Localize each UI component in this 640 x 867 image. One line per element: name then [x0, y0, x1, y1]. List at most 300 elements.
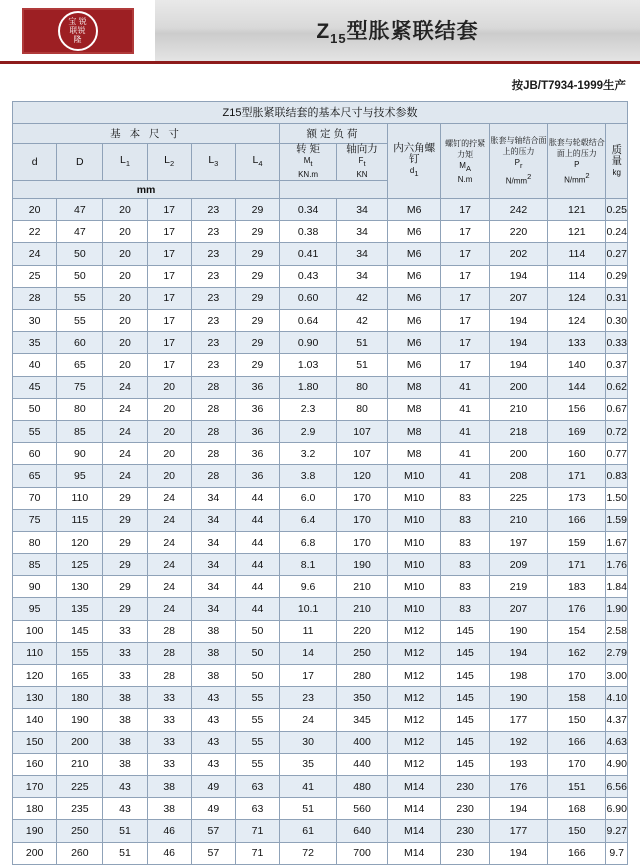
cell-Mt: 0.90 [280, 332, 337, 354]
table-caption: Z15型胀紧联结套的基本尺寸与技术参数 [13, 102, 628, 124]
cell-kg: 0.37 [606, 354, 628, 376]
cell-Pr: 177 [489, 709, 547, 731]
cell-L1: 29 [103, 531, 147, 553]
cell-Pr: 207 [489, 287, 547, 309]
cell-L2: 17 [147, 354, 191, 376]
cell-L4: 36 [235, 420, 279, 442]
cell-L4: 63 [235, 775, 279, 797]
cell-Pr2: 114 [548, 265, 606, 287]
cell-d1: M10 [388, 598, 441, 620]
cell-d: 30 [13, 310, 57, 332]
col-header-L2 [147, 144, 191, 181]
axial-symbol: F [358, 156, 364, 165]
cell-D: 225 [57, 775, 103, 797]
cell-Pr: 200 [489, 376, 547, 398]
cell-d1: M6 [388, 310, 441, 332]
cell-Pr2: 183 [548, 576, 606, 598]
spec-table [12, 101, 628, 865]
cell-L4: 44 [235, 531, 279, 553]
cell-D: 165 [57, 665, 103, 687]
table-row [13, 842, 628, 864]
cell-L4: 55 [235, 687, 279, 709]
cell-L4: 50 [235, 665, 279, 687]
cell-d: 120 [13, 665, 57, 687]
cell-Pr: 209 [489, 554, 547, 576]
page-title [316, 15, 478, 46]
cell-L2: 17 [147, 287, 191, 309]
cell-Pr: 194 [489, 842, 547, 864]
cell-L3: 49 [191, 775, 235, 797]
cell-d: 140 [13, 709, 57, 731]
cell-D: 120 [57, 531, 103, 553]
group-hex-screw-label: 内六角螺钉 [393, 142, 436, 165]
torque-subscript: t [310, 159, 313, 169]
table-row [13, 531, 628, 553]
table-row [13, 465, 628, 487]
cell-Pr: 176 [489, 775, 547, 797]
cell-d1: M6 [388, 287, 441, 309]
cell-Pr2: 159 [548, 531, 606, 553]
table-caption-row [13, 102, 628, 124]
L1-symbol: L [119, 154, 126, 166]
cell-Mt: 72 [280, 842, 337, 864]
cell-L3: 23 [191, 332, 235, 354]
cell-MA: 230 [441, 842, 490, 864]
table-row [13, 310, 628, 332]
table-row [13, 775, 628, 797]
cell-L1: 20 [103, 354, 147, 376]
cell-L3: 23 [191, 354, 235, 376]
cell-L4: 29 [235, 287, 279, 309]
cell-L4: 71 [235, 842, 279, 864]
cell-kg: 6.90 [606, 798, 628, 820]
cell-L2: 17 [147, 310, 191, 332]
cell-kg: 9.27 [606, 820, 628, 842]
cell-L4: 29 [235, 332, 279, 354]
cell-Pr: 219 [489, 576, 547, 598]
cell-Pr: 194 [489, 642, 547, 664]
table-row [13, 509, 628, 531]
axial-subscript: t [363, 159, 366, 169]
cell-d: 200 [13, 842, 57, 864]
cell-Mt: 0.41 [280, 243, 337, 265]
cell-L3: 23 [191, 199, 235, 221]
pn-symbol: P [574, 159, 580, 169]
cell-L2: 20 [147, 420, 191, 442]
cell-d1: M10 [388, 576, 441, 598]
cell-Ft: 210 [337, 598, 388, 620]
table-row [13, 753, 628, 775]
cell-d: 40 [13, 354, 57, 376]
L3-subscript: 3 [214, 159, 219, 169]
cell-L4: 29 [235, 221, 279, 243]
cell-L1: 20 [103, 199, 147, 221]
cell-L2: 38 [147, 798, 191, 820]
cell-Pr2: 173 [548, 487, 606, 509]
cell-L1: 29 [103, 598, 147, 620]
cell-L4: 55 [235, 731, 279, 753]
group-pressure-hub-label: 胀套与轮毂结合面上的压力 [548, 137, 605, 158]
cell-Ft: 107 [337, 443, 388, 465]
cell-MA: 83 [441, 487, 490, 509]
cell-d: 190 [13, 820, 57, 842]
cell-Pr: 198 [489, 665, 547, 687]
cell-L4: 55 [235, 709, 279, 731]
cell-Mt: 1.80 [280, 376, 337, 398]
cell-D: 47 [57, 199, 103, 221]
group-basic-size: 基 本 尺 寸 [13, 124, 280, 144]
cell-Ft: 107 [337, 420, 388, 442]
cell-L1: 24 [103, 443, 147, 465]
cell-L2: 20 [147, 443, 191, 465]
cell-Mt: 35 [280, 753, 337, 775]
cell-Pr2: 169 [548, 420, 606, 442]
cell-d1: M8 [388, 420, 441, 442]
cell-Mt: 0.38 [280, 221, 337, 243]
cell-L4: 44 [235, 487, 279, 509]
cell-Mt: 51 [280, 798, 337, 820]
table-head [13, 102, 628, 199]
title-sub: 15 [330, 31, 347, 47]
cell-D: 110 [57, 487, 103, 509]
cell-Ft: 80 [337, 376, 388, 398]
cell-Pr2: 170 [548, 665, 606, 687]
cell-D: 260 [57, 842, 103, 864]
cell-Mt: 6.8 [280, 531, 337, 553]
cell-Ft: 480 [337, 775, 388, 797]
cell-L1: 20 [103, 221, 147, 243]
cell-d: 100 [13, 620, 57, 642]
table-row [13, 576, 628, 598]
table-row [13, 199, 628, 221]
cell-kg: 3.00 [606, 665, 628, 687]
cell-Pr: 194 [489, 310, 547, 332]
cell-Ft: 42 [337, 287, 388, 309]
cell-MA: 17 [441, 354, 490, 376]
cell-L3: 28 [191, 420, 235, 442]
cell-L4: 44 [235, 509, 279, 531]
cell-Pr2: 168 [548, 798, 606, 820]
cell-Pr: 207 [489, 598, 547, 620]
cell-L4: 29 [235, 265, 279, 287]
cell-Mt: 41 [280, 775, 337, 797]
cell-L4: 29 [235, 310, 279, 332]
axial-unit: KN [356, 170, 368, 180]
cell-MA: 41 [441, 376, 490, 398]
screw-d1-symbol: d [409, 166, 415, 175]
cell-kg: 1.59 [606, 509, 628, 531]
cell-L1: 20 [103, 243, 147, 265]
cell-MA: 83 [441, 576, 490, 598]
cell-L1: 38 [103, 753, 147, 775]
unit-mm: mm [13, 181, 280, 199]
cell-Pr2: 114 [548, 243, 606, 265]
cell-kg: 4.63 [606, 731, 628, 753]
cell-L1: 38 [103, 709, 147, 731]
table-row [13, 376, 628, 398]
table-row [13, 243, 628, 265]
cell-kg: 1.84 [606, 576, 628, 598]
cell-d: 65 [13, 465, 57, 487]
cell-d1: M12 [388, 709, 441, 731]
cell-Ft: 280 [337, 665, 388, 687]
cell-Mt: 6.0 [280, 487, 337, 509]
table-row [13, 420, 628, 442]
cell-Pr2: 166 [548, 509, 606, 531]
cell-Pr2: 133 [548, 332, 606, 354]
group-rated-load: 额定负荷 [280, 124, 388, 144]
cell-Mt: 0.64 [280, 310, 337, 332]
cell-Pr: 218 [489, 420, 547, 442]
cell-L1: 29 [103, 487, 147, 509]
cell-d1: M6 [388, 199, 441, 221]
cell-Pr2: 166 [548, 731, 606, 753]
cell-L3: 38 [191, 642, 235, 664]
cell-L2: 28 [147, 665, 191, 687]
cell-Ft: 80 [337, 398, 388, 420]
cell-Mt: 0.60 [280, 287, 337, 309]
cell-kg: 0.33 [606, 332, 628, 354]
group-header-row [13, 124, 628, 144]
cell-L1: 20 [103, 265, 147, 287]
cell-L3: 57 [191, 820, 235, 842]
cell-d: 170 [13, 775, 57, 797]
cell-D: 60 [57, 332, 103, 354]
cell-D: 180 [57, 687, 103, 709]
cell-L2: 17 [147, 332, 191, 354]
cell-d1: M6 [388, 265, 441, 287]
cell-d: 150 [13, 731, 57, 753]
cell-D: 130 [57, 576, 103, 598]
cell-L1: 24 [103, 420, 147, 442]
cell-d1: M12 [388, 731, 441, 753]
cell-Ft: 170 [337, 487, 388, 509]
table-row [13, 687, 628, 709]
cell-kg: 1.90 [606, 598, 628, 620]
cell-kg: 6.56 [606, 775, 628, 797]
logo-text: 宝 锐联锐 隆 [68, 17, 87, 44]
cell-MA: 145 [441, 731, 490, 753]
axial-name: 轴向力 [346, 143, 378, 155]
cell-Mt: 8.1 [280, 554, 337, 576]
cell-d1: M14 [388, 842, 441, 864]
cell-L3: 38 [191, 665, 235, 687]
group-screw-torque [441, 124, 490, 199]
ma-symbol: M [459, 160, 466, 170]
cell-L2: 28 [147, 642, 191, 664]
cell-L1: 29 [103, 576, 147, 598]
cell-MA: 83 [441, 554, 490, 576]
cell-L1: 24 [103, 376, 147, 398]
cell-D: 75 [57, 376, 103, 398]
cell-d: 180 [13, 798, 57, 820]
cell-D: 65 [57, 354, 103, 376]
cell-Pr: 220 [489, 221, 547, 243]
cell-d1: M6 [388, 354, 441, 376]
cell-kg: 9.7 [606, 842, 628, 864]
cell-Ft: 51 [337, 332, 388, 354]
cell-L2: 20 [147, 376, 191, 398]
cell-L4: 44 [235, 598, 279, 620]
cell-L3: 34 [191, 554, 235, 576]
cell-L4: 29 [235, 199, 279, 221]
cell-L3: 23 [191, 287, 235, 309]
cell-Ft: 440 [337, 753, 388, 775]
cell-D: 50 [57, 243, 103, 265]
pr-symbol: P [514, 158, 520, 168]
cell-d: 80 [13, 531, 57, 553]
cell-L1: 24 [103, 465, 147, 487]
cell-L3: 23 [191, 310, 235, 332]
table-row [13, 665, 628, 687]
cell-D: 135 [57, 598, 103, 620]
cell-L2: 46 [147, 842, 191, 864]
cell-kg: 4.37 [606, 709, 628, 731]
cell-d1: M12 [388, 753, 441, 775]
cell-L3: 23 [191, 221, 235, 243]
cell-Mt: 24 [280, 709, 337, 731]
cell-Pr2: 121 [548, 199, 606, 221]
cell-D: 200 [57, 731, 103, 753]
cell-Mt: 2.9 [280, 420, 337, 442]
cell-Mt: 23 [280, 687, 337, 709]
cell-L3: 34 [191, 598, 235, 620]
cell-d: 45 [13, 376, 57, 398]
group-pressure-shaft-label: 胀套与轴结合面上的压力 [490, 136, 547, 157]
cell-kg: 0.25 [606, 199, 628, 221]
cell-d1: M8 [388, 398, 441, 420]
cell-MA: 145 [441, 620, 490, 642]
col-header-L3 [191, 144, 235, 181]
table-row [13, 332, 628, 354]
cell-Mt: 14 [280, 642, 337, 664]
seal-icon [58, 11, 98, 51]
torque-unit: KN.m [298, 170, 319, 180]
cell-Pr: 194 [489, 798, 547, 820]
cell-L3: 28 [191, 398, 235, 420]
cell-MA: 17 [441, 265, 490, 287]
cell-kg: 0.30 [606, 310, 628, 332]
cell-L3: 43 [191, 687, 235, 709]
table-row [13, 598, 628, 620]
cell-d: 95 [13, 598, 57, 620]
cell-D: 250 [57, 820, 103, 842]
group-mass [606, 124, 628, 199]
cell-Mt: 3.8 [280, 465, 337, 487]
cell-d1: M12 [388, 687, 441, 709]
cell-L1: 20 [103, 287, 147, 309]
cell-D: 47 [57, 221, 103, 243]
cell-L4: 36 [235, 398, 279, 420]
cell-MA: 17 [441, 243, 490, 265]
cell-L1: 38 [103, 687, 147, 709]
cell-L1: 43 [103, 775, 147, 797]
cell-Pr2: 166 [548, 842, 606, 864]
ma-unit: N.m [457, 174, 473, 184]
cell-MA: 145 [441, 753, 490, 775]
cell-Pr: 197 [489, 531, 547, 553]
cell-Pr: 177 [489, 820, 547, 842]
cell-L2: 28 [147, 620, 191, 642]
cell-d1: M10 [388, 487, 441, 509]
cell-L4: 29 [235, 354, 279, 376]
cell-d: 24 [13, 243, 57, 265]
cell-MA: 83 [441, 509, 490, 531]
cell-Pr2: 151 [548, 775, 606, 797]
cell-kg: 0.31 [606, 287, 628, 309]
cell-d1: M12 [388, 642, 441, 664]
cell-MA: 41 [441, 420, 490, 442]
cell-Pr2: 150 [548, 820, 606, 842]
cell-L3: 43 [191, 753, 235, 775]
cell-kg: 4.10 [606, 687, 628, 709]
torque-name: 转 矩 [296, 143, 321, 155]
torque-symbol: M [303, 156, 311, 165]
title-band [155, 0, 640, 64]
company-logo [22, 8, 134, 54]
cell-D: 90 [57, 443, 103, 465]
cell-Pr2: 121 [548, 221, 606, 243]
cell-D: 145 [57, 620, 103, 642]
cell-d: 20 [13, 199, 57, 221]
table-row [13, 731, 628, 753]
cell-Pr2: 140 [548, 354, 606, 376]
table-row [13, 487, 628, 509]
cell-Ft: 42 [337, 310, 388, 332]
cell-MA: 230 [441, 775, 490, 797]
cell-d: 160 [13, 753, 57, 775]
cell-L3: 34 [191, 509, 235, 531]
cell-Mt: 1.03 [280, 354, 337, 376]
cell-d: 22 [13, 221, 57, 243]
cell-D: 210 [57, 753, 103, 775]
mass-unit: kg [612, 167, 621, 177]
cell-D: 115 [57, 509, 103, 531]
cell-Mt: 61 [280, 820, 337, 842]
cell-Mt: 2.3 [280, 398, 337, 420]
cell-MA: 41 [441, 443, 490, 465]
cell-MA: 41 [441, 398, 490, 420]
cell-D: 85 [57, 420, 103, 442]
cell-L3: 49 [191, 798, 235, 820]
pr-unit: N/mm [505, 176, 528, 186]
cell-L3: 43 [191, 731, 235, 753]
cell-L4: 71 [235, 820, 279, 842]
cell-L1: 43 [103, 798, 147, 820]
cell-L4: 29 [235, 243, 279, 265]
cell-Ft: 170 [337, 509, 388, 531]
cell-L1: 33 [103, 665, 147, 687]
cell-kg: 2.79 [606, 642, 628, 664]
table-row [13, 642, 628, 664]
cell-L1: 29 [103, 554, 147, 576]
cell-kg: 1.67 [606, 531, 628, 553]
group-pressure-hub [548, 124, 606, 199]
group-pressure-shaft [489, 124, 547, 199]
cell-D: 125 [57, 554, 103, 576]
cell-Ft: 34 [337, 221, 388, 243]
cell-D: 190 [57, 709, 103, 731]
cell-L2: 33 [147, 687, 191, 709]
table-row [13, 221, 628, 243]
logo-container [0, 0, 155, 64]
table-row [13, 398, 628, 420]
cell-Pr2: 170 [548, 753, 606, 775]
cell-L2: 20 [147, 398, 191, 420]
cell-d1: M10 [388, 465, 441, 487]
cell-L2: 33 [147, 753, 191, 775]
cell-d1: M12 [388, 665, 441, 687]
